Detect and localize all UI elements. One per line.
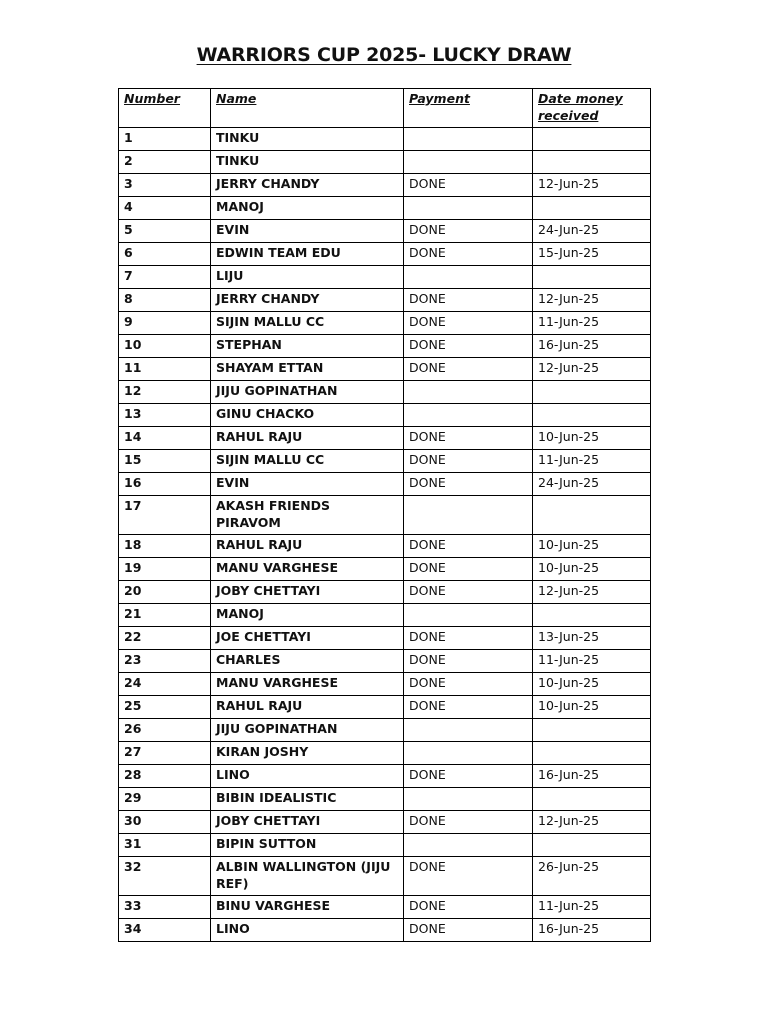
cell-number: 15 xyxy=(119,450,211,473)
table-row xyxy=(119,696,651,719)
cell-name: AKASH FRIENDS PIRAVOM xyxy=(211,496,404,535)
cell-payment: DONE xyxy=(404,627,533,650)
cell-number: 22 xyxy=(119,627,211,650)
cell-payment: DONE xyxy=(404,335,533,358)
table-row xyxy=(119,811,651,834)
cell-name: MANOJ xyxy=(211,604,404,627)
cell-payment: DONE xyxy=(404,650,533,673)
cell-date xyxy=(533,834,651,857)
table-row xyxy=(119,151,651,174)
table-row xyxy=(119,650,651,673)
cell-date: 12-Jun-25 xyxy=(533,358,651,381)
table-row xyxy=(119,473,651,496)
table-row xyxy=(119,719,651,742)
cell-number: 9 xyxy=(119,312,211,335)
cell-payment: DONE xyxy=(404,535,533,558)
cell-name: BINU VARGHESE xyxy=(211,896,404,919)
cell-payment: DONE xyxy=(404,289,533,312)
column-header-payment: Payment xyxy=(404,89,533,128)
cell-date: 16-Jun-25 xyxy=(533,335,651,358)
cell-date xyxy=(533,404,651,427)
table-row xyxy=(119,857,651,896)
cell-payment: DONE xyxy=(404,450,533,473)
column-header-number: Number xyxy=(119,89,211,128)
column-header-name: Name xyxy=(211,89,404,128)
cell-date: 15-Jun-25 xyxy=(533,243,651,266)
cell-name: JERRY CHANDY xyxy=(211,289,404,312)
cell-number: 31 xyxy=(119,834,211,857)
table-row xyxy=(119,404,651,427)
cell-number: 23 xyxy=(119,650,211,673)
cell-name: RAHUL RAJU xyxy=(211,696,404,719)
cell-number: 4 xyxy=(119,197,211,220)
cell-number: 18 xyxy=(119,535,211,558)
column-header-date: Date money received xyxy=(533,89,651,128)
table-row xyxy=(119,535,651,558)
cell-name: LINO xyxy=(211,919,404,942)
cell-date: 16-Jun-25 xyxy=(533,919,651,942)
table-body xyxy=(119,128,651,942)
cell-date: 26-Jun-25 xyxy=(533,857,651,896)
cell-date: 12-Jun-25 xyxy=(533,811,651,834)
table-row xyxy=(119,558,651,581)
cell-name: BIPIN SUTTON xyxy=(211,834,404,857)
cell-payment xyxy=(404,719,533,742)
cell-name: MANU VARGHESE xyxy=(211,673,404,696)
cell-name: LIJU xyxy=(211,266,404,289)
cell-number: 28 xyxy=(119,765,211,788)
cell-payment xyxy=(404,742,533,765)
cell-payment: DONE xyxy=(404,765,533,788)
table-row xyxy=(119,289,651,312)
cell-name: EDWIN TEAM EDU xyxy=(211,243,404,266)
table-row xyxy=(119,266,651,289)
cell-payment: DONE xyxy=(404,673,533,696)
cell-date: 12-Jun-25 xyxy=(533,581,651,604)
cell-date: 10-Jun-25 xyxy=(533,558,651,581)
cell-name: SHAYAM ETTAN xyxy=(211,358,404,381)
cell-payment: DONE xyxy=(404,243,533,266)
cell-date xyxy=(533,197,651,220)
cell-number: 5 xyxy=(119,220,211,243)
cell-payment: DONE xyxy=(404,811,533,834)
cell-name: MANOJ xyxy=(211,197,404,220)
table-row xyxy=(119,381,651,404)
cell-payment xyxy=(404,788,533,811)
cell-payment: DONE xyxy=(404,696,533,719)
table-row xyxy=(119,742,651,765)
cell-number: 11 xyxy=(119,358,211,381)
cell-date: 11-Jun-25 xyxy=(533,450,651,473)
cell-name: TINKU xyxy=(211,128,404,151)
cell-number: 26 xyxy=(119,719,211,742)
cell-name: SIJIN MALLU CC xyxy=(211,312,404,335)
cell-number: 20 xyxy=(119,581,211,604)
cell-number: 10 xyxy=(119,335,211,358)
lucky-draw-table xyxy=(118,88,651,942)
cell-number: 16 xyxy=(119,473,211,496)
cell-date: 12-Jun-25 xyxy=(533,174,651,197)
cell-date: 10-Jun-25 xyxy=(533,673,651,696)
cell-payment: DONE xyxy=(404,473,533,496)
table-row xyxy=(119,427,651,450)
table-row xyxy=(119,450,651,473)
cell-name: JERRY CHANDY xyxy=(211,174,404,197)
cell-payment xyxy=(404,266,533,289)
cell-number: 6 xyxy=(119,243,211,266)
cell-name: KIRAN JOSHY xyxy=(211,742,404,765)
cell-name: JOBY CHETTAYI xyxy=(211,581,404,604)
cell-number: 13 xyxy=(119,404,211,427)
cell-number: 29 xyxy=(119,788,211,811)
cell-date: 11-Jun-25 xyxy=(533,650,651,673)
cell-number: 34 xyxy=(119,919,211,942)
cell-date xyxy=(533,381,651,404)
table-row xyxy=(119,243,651,266)
cell-name: JOBY CHETTAYI xyxy=(211,811,404,834)
cell-name: CHARLES xyxy=(211,650,404,673)
table-row xyxy=(119,312,651,335)
cell-payment: DONE xyxy=(404,427,533,450)
cell-number: 12 xyxy=(119,381,211,404)
cell-date: 10-Jun-25 xyxy=(533,535,651,558)
cell-payment: DONE xyxy=(404,558,533,581)
cell-date xyxy=(533,128,651,151)
cell-payment: DONE xyxy=(404,174,533,197)
cell-number: 27 xyxy=(119,742,211,765)
cell-name: STEPHAN xyxy=(211,335,404,358)
cell-name: SIJIN MALLU CC xyxy=(211,450,404,473)
table-row xyxy=(119,896,651,919)
page-title: WARRIORS CUP 2025- LUCKY DRAW xyxy=(196,44,572,66)
header-row xyxy=(119,89,651,128)
table-row xyxy=(119,496,651,535)
table-row xyxy=(119,919,651,942)
cell-payment xyxy=(404,404,533,427)
cell-number: 14 xyxy=(119,427,211,450)
cell-date: 24-Jun-25 xyxy=(533,473,651,496)
cell-payment: DONE xyxy=(404,581,533,604)
cell-date xyxy=(533,266,651,289)
cell-date: 24-Jun-25 xyxy=(533,220,651,243)
table-row xyxy=(119,765,651,788)
cell-name: EVIN xyxy=(211,220,404,243)
cell-number: 33 xyxy=(119,896,211,919)
cell-payment xyxy=(404,151,533,174)
cell-payment xyxy=(404,834,533,857)
cell-number: 17 xyxy=(119,496,211,535)
cell-number: 30 xyxy=(119,811,211,834)
cell-name: RAHUL RAJU xyxy=(211,427,404,450)
cell-number: 21 xyxy=(119,604,211,627)
table-row xyxy=(119,627,651,650)
cell-date xyxy=(533,151,651,174)
cell-name: JIJU GOPINATHAN xyxy=(211,381,404,404)
cell-payment xyxy=(404,381,533,404)
cell-number: 1 xyxy=(119,128,211,151)
cell-name: EVIN xyxy=(211,473,404,496)
cell-number: 32 xyxy=(119,857,211,896)
cell-number: 8 xyxy=(119,289,211,312)
cell-date: 10-Jun-25 xyxy=(533,427,651,450)
cell-name: GINU CHACKO xyxy=(211,404,404,427)
cell-name: JOE CHETTAYI xyxy=(211,627,404,650)
cell-date xyxy=(533,496,651,535)
cell-payment xyxy=(404,604,533,627)
table-row xyxy=(119,335,651,358)
cell-number: 25 xyxy=(119,696,211,719)
cell-date: 13-Jun-25 xyxy=(533,627,651,650)
cell-name: MANU VARGHESE xyxy=(211,558,404,581)
cell-number: 3 xyxy=(119,174,211,197)
table-row xyxy=(119,604,651,627)
cell-name: JIJU GOPINATHAN xyxy=(211,719,404,742)
table-row xyxy=(119,581,651,604)
table-row xyxy=(119,220,651,243)
table-row xyxy=(119,788,651,811)
cell-date xyxy=(533,604,651,627)
table-row xyxy=(119,197,651,220)
cell-payment: DONE xyxy=(404,220,533,243)
cell-date: 11-Jun-25 xyxy=(533,896,651,919)
cell-number: 7 xyxy=(119,266,211,289)
cell-payment xyxy=(404,128,533,151)
cell-date xyxy=(533,719,651,742)
cell-payment xyxy=(404,496,533,535)
cell-payment: DONE xyxy=(404,919,533,942)
cell-name: ALBIN WALLINGTON (JIJU REF) xyxy=(211,857,404,896)
cell-name: TINKU xyxy=(211,151,404,174)
cell-payment: DONE xyxy=(404,857,533,896)
cell-date: 16-Jun-25 xyxy=(533,765,651,788)
cell-payment: DONE xyxy=(404,312,533,335)
cell-date xyxy=(533,788,651,811)
cell-name: LINO xyxy=(211,765,404,788)
table-row xyxy=(119,174,651,197)
table-row xyxy=(119,834,651,857)
cell-payment: DONE xyxy=(404,358,533,381)
cell-number: 19 xyxy=(119,558,211,581)
cell-name: BIBIN IDEALISTIC xyxy=(211,788,404,811)
table-row xyxy=(119,673,651,696)
cell-date: 10-Jun-25 xyxy=(533,696,651,719)
cell-payment xyxy=(404,197,533,220)
cell-number: 2 xyxy=(119,151,211,174)
table-row xyxy=(119,128,651,151)
table-header xyxy=(119,89,651,128)
cell-date: 11-Jun-25 xyxy=(533,312,651,335)
cell-name: RAHUL RAJU xyxy=(211,535,404,558)
table-row xyxy=(119,358,651,381)
cell-date: 12-Jun-25 xyxy=(533,289,651,312)
cell-date xyxy=(533,742,651,765)
cell-number: 24 xyxy=(119,673,211,696)
cell-payment: DONE xyxy=(404,896,533,919)
